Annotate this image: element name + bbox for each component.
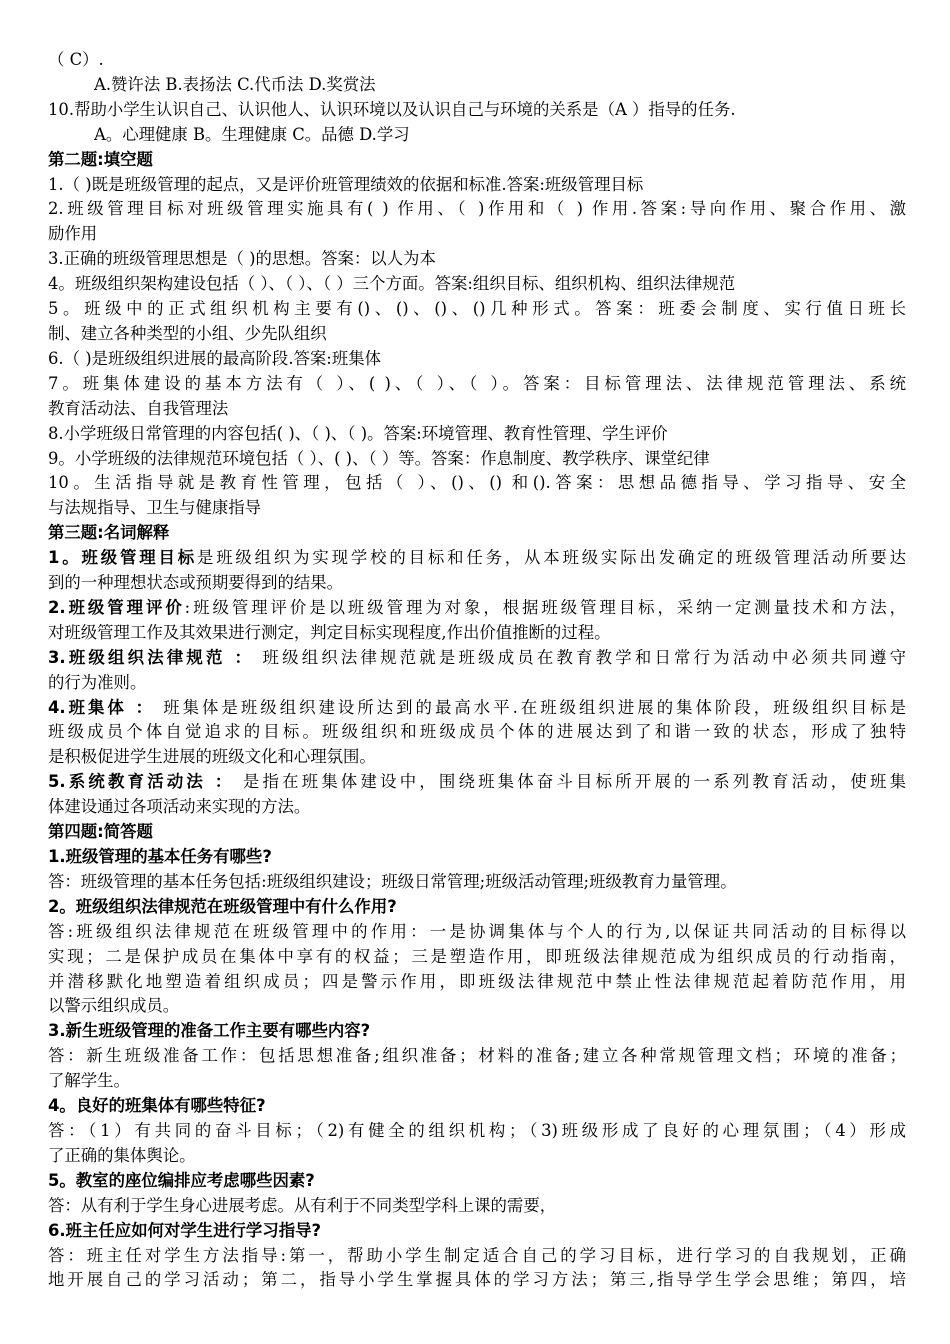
fill-item-4: 4。班级组织架构建设包括（ ）、（ ）、（ ）三个方面。答案:组织目标、组织机构、组织法律规范 bbox=[48, 274, 736, 294]
definition-1 bbox=[48, 546, 906, 571]
definition-4 bbox=[48, 696, 906, 721]
text-line: （ C）. bbox=[48, 50, 104, 69]
question-10: 10.帮助小学生认识自己、认识他人、认识环境以及认识自己与环境的关系是（A ）指导的任务. bbox=[48, 99, 736, 119]
section-heading-short-answer: 第四题:简答题 bbox=[48, 822, 153, 842]
fill-item-7-cont: 教育活动法、自我管理法 bbox=[48, 398, 229, 418]
section-heading-definitions: 第三题:名词解释 bbox=[48, 523, 170, 543]
definition-5 bbox=[48, 770, 906, 795]
answer-text: 以警示组织成员。 bbox=[48, 996, 180, 1016]
answer-text: 答：班主任对学生方法指导:第一，帮助小学生制定适合自己的学习目标，进行学习的自我规划，正确 bbox=[48, 1245, 906, 1265]
definition-2-cont: 对班级管理工作及其效果进行测定，判定目标实现程度,作出价值推断的过程。 bbox=[48, 622, 611, 642]
term-title: 3.班级组织法律规范 ： bbox=[48, 647, 255, 667]
fill-item-5: 5。班级中的正式组织机构主要有()、()、()、()几种形式。答案：班委会制度、实行值日班长 bbox=[48, 299, 906, 319]
definition-text: :班级管理评价是以班级管理为对象，根据班级管理目标，采纳一定测量技术和方法， bbox=[184, 597, 906, 617]
answer-options: A.赞许法 B.表扬法 C.代币法 D.奖赏法 bbox=[94, 74, 376, 94]
answer-text: 答：从有利于学生身心进展考虑。从有利于不同类型学科上课的需要， bbox=[48, 1195, 557, 1215]
fill-item-8: 8.小学班级日常管理的内容包括( )、（ )、（ )。答案:环境管理、教育性管理、学生评价 bbox=[48, 423, 668, 443]
answer-text: 并潜移默化地塑造着组织成员；四是警示作用，即班级法律规范中禁止性法律规范起着防范作用，用 bbox=[48, 971, 906, 991]
answer-text: 实现；二是保护成员在集体中享有的权益；三是塑造作用，即班级法律规范成为组织成员的行动指南， bbox=[48, 946, 906, 966]
fill-item-10-cont: 与法规指导、卫生与健康指导 bbox=[48, 498, 262, 518]
term-title: 1。班级管理目标 bbox=[48, 548, 197, 568]
question-title: 6.班主任应如何对学生进行学习指导? bbox=[48, 1220, 321, 1240]
definition-text: 班集体是班级组织建设所达到的最高水平.在班级组织进展的集体阶段，班级组织目标是 bbox=[155, 697, 906, 717]
question-title: 4。良好的班集体有哪些特征? bbox=[48, 1096, 266, 1116]
question-title: 2。班级组织法律规范在班级管理中有什么作用? bbox=[48, 896, 397, 916]
term-title: 2.班级管理评价 bbox=[48, 597, 185, 617]
question-title: 1.班级管理的基本任务有哪些? bbox=[48, 847, 272, 866]
answer-text: 了正确的集体舆论。 bbox=[48, 1145, 196, 1165]
definition-5-cont: 体建设通过各项活动来实现的方法。 bbox=[48, 797, 311, 817]
answer-text: 地开展自己的学习活动；第二，指导小学生掌握具体的学习方法；第三,指导学生学会思维；第四，培 bbox=[48, 1270, 906, 1290]
answer-text: 答：班级管理的基本任务包括:班级组织建设；班级日常管理;班级活动管理;班级教育力量管理。 bbox=[48, 871, 737, 891]
fill-item-3: 3.正确的班级管理思想是（ )的思想。答案：以人为本 bbox=[48, 249, 436, 269]
answer-text: 答：（1）有共同的奋斗目标；（2)有健全的组织机构；（3)班级形成了良好的心理氛围；（4）形成 bbox=[48, 1120, 906, 1140]
fill-item-10: 10。生活指导就是教育性管理，包括（ ）、()、() 和().答案：思想品德指导、学习指导、安全 bbox=[48, 473, 906, 493]
fill-item-9: 9。小学班级的法律规范环境包括（ ）、( )、（ ）等。答案：作息制度、教学秩序、课堂纪律 bbox=[48, 448, 710, 468]
answer-text: 答：新生班级准备工作：包括思想准备;组织准备；材料的准备;建立各种常规管理文档；环境的准备； bbox=[48, 1046, 906, 1066]
section-heading-fill-blank: 第二题:填空题 bbox=[48, 149, 153, 169]
answer-options: A。心理健康 B。生理健康 C。品德 D.学习 bbox=[94, 124, 410, 144]
fill-item-1: 1.（ )既是班级管理的起点，又是评价班管理绩效的依据和标准.答案:班级管理目标 bbox=[48, 174, 644, 194]
term-title: 5.系统教育活动法 ： bbox=[48, 772, 235, 792]
question-title: 3.新生班级管理的准备工作主要有哪些内容? bbox=[48, 1021, 371, 1041]
fill-item-2-cont: 励作用 bbox=[48, 224, 98, 244]
definition-4-cont: 班级成员个体自觉追求的目标。班级组织和班级成员个体的进展达到了和谐一致的状态，形成了独特 bbox=[48, 722, 906, 742]
definition-4-cont: 是积极促进学生进展的班级文化和心理氛围。 bbox=[48, 747, 376, 767]
fill-item-2: 2.班级管理目标对班级管理实施具有( ) 作用、（ )作用和（ ) 作用.答案:导向作用、聚合作用、激 bbox=[48, 199, 906, 219]
fill-item-5-cont: 制、建立各种类型的小组、少先队组织 bbox=[48, 323, 327, 343]
definition-text: 班级组织法律规范就是班级成员在教育教学和日常行为活动中必须共同遵守 bbox=[254, 647, 906, 667]
definition-text: 是指在班集体建设中，围绕班集体奋斗目标所开展的一系列教育活动，使班集 bbox=[234, 772, 906, 792]
question-title: 5。教室的座位编排应考虑哪些因素? bbox=[48, 1170, 315, 1190]
answer-text: 答:班级组织法律规范在班级管理中的作用：一是协调集体与个人的行为,以保证共同活动的目标得以 bbox=[48, 921, 906, 941]
answer-text: 了解学生。 bbox=[48, 1071, 130, 1091]
fill-item-7: 7。班集体建设的基本方法有（ ）、( )、（ ）、（ ）。答案：目标管理法、法律规范管理法、系统 bbox=[48, 373, 906, 393]
fill-item-6: 6.（ )是班级组织进展的最高阶段.答案:班集体 bbox=[48, 348, 382, 368]
definition-text: 是班级组织为实现学校的目标和任务，从本班级实际出发确定的班级管理活动所要达 bbox=[196, 548, 907, 568]
term-title: 4.班集体 ： bbox=[48, 697, 156, 717]
definition-1-cont: 到的一种理想状态或预期要得到的结果。 bbox=[48, 573, 344, 593]
definition-2 bbox=[48, 596, 906, 621]
definition-3 bbox=[48, 646, 906, 671]
definition-3-cont: 的行为准则。 bbox=[48, 672, 147, 692]
